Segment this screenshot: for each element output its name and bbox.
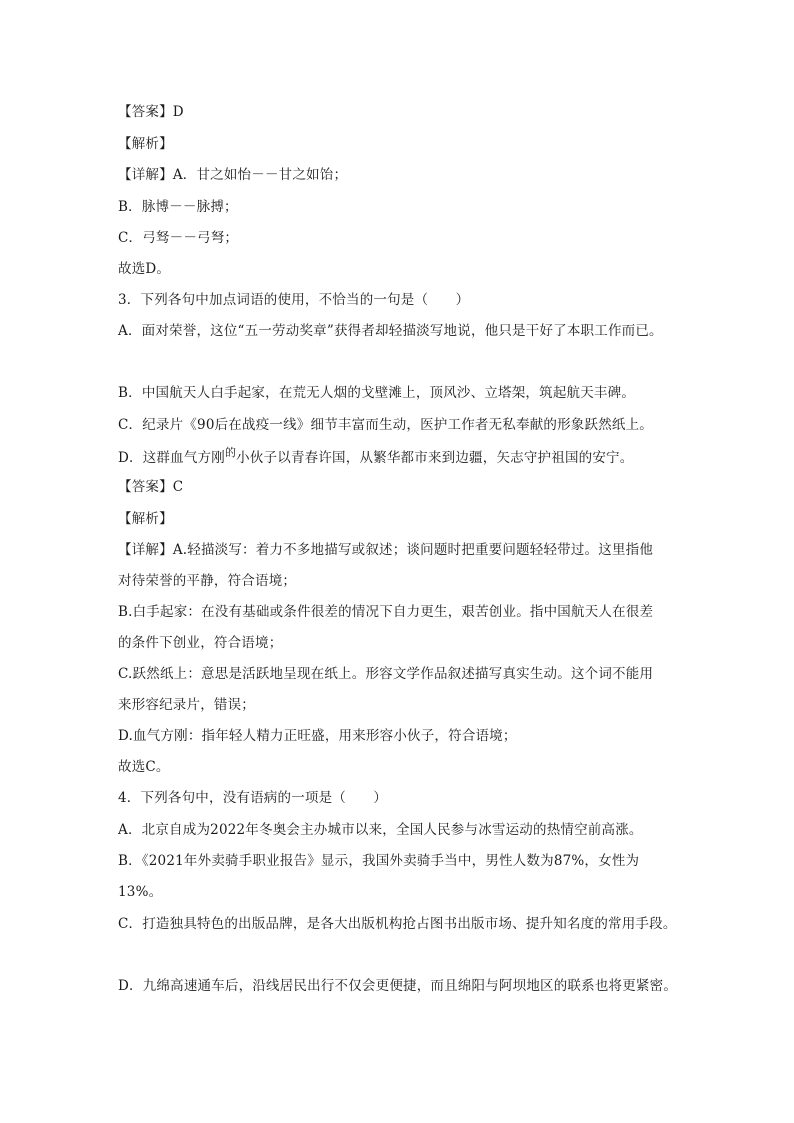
q3-option-d-after: 小伙子以青春许国，从繁华都市来到边疆，矢志守护祖国的安宁。: [236, 450, 634, 466]
q3-option-d-before: D．这群血气方刚: [118, 450, 225, 466]
q3-detail-a-text: A.轻描淡写：着力不多地描写或叙述；谈问题时把重要问题轻轻带过。这里指他: [172, 542, 654, 558]
q4-option-b-line1: B．《2021年外卖骑手职业报告》显示，我国外卖骑手当中，男性人数为87%，女性为: [118, 853, 640, 869]
q4-option-c: C．打造独具特色的出版品牌，是各大出版机构抢占图书出版市场、提升知名度的常用手段。: [118, 916, 677, 932]
q3-option-d: [118, 446, 634, 468]
q2-detail-c: C．弓驽－－弓弩；: [118, 230, 239, 246]
q2-detail-a: [118, 166, 347, 184]
q2-detail-a-text: A．甘之如怡－－甘之如饴；: [172, 167, 348, 183]
q3-option-a: A．面对荣誉，这位“五一劳动奖章”获得者却轻描淡写地说，他只是干好了本职工作而已。: [118, 323, 663, 339]
q2-conclusion: 故选D。: [118, 261, 171, 277]
q3-stem: 3．下列各句中加点词语的使用，不恰当的一句是（ ）: [118, 292, 470, 308]
q3-detail-label: 【详解】: [118, 542, 173, 558]
q3-conclusion: 故选C。: [118, 759, 170, 775]
q4-option-a: A．北京自成为2022年冬奥会主办城市以来，全国人民参与冰雪运动的热情空前高涨。: [118, 822, 643, 838]
q2-detail-b: B．脉博－－脉搏；: [118, 199, 238, 215]
q3-option-c: C．纪录片《90后在战疫一线》细节丰富而生动，医护工作者无私奉献的形象跃然纸上。: [118, 417, 654, 433]
q4-option-b-line2: 13%。: [118, 884, 163, 900]
q3-detail-b-line1: B.白手起家：在没有基础或条件很差的情况下自力更生，艰苦创业。指中国航天人在很差: [118, 604, 654, 620]
q3-analysis-heading: 【解析】: [118, 511, 173, 527]
q3-detail-a-line2: 对待荣誉的平静，符合语境；: [118, 573, 297, 589]
q3-option-d-particle: 的: [224, 446, 237, 459]
q3-detail-c-line1: C.跃然纸上：意思是活跃地呈现在纸上。形容文学作品叙述描写真实生动。这个词不能用: [118, 666, 654, 682]
q2-detail-label: 【详解】: [118, 167, 173, 183]
q4-option-d: D．九绵高速通车后，沿线居民出行不仅会更便捷，而且绵阳与阿坝地区的联系也将更紧密。: [118, 978, 678, 994]
q2-answer: 【答案】D: [118, 104, 184, 120]
q3-detail-d: D.血气方刚：指年轻人精力正旺盛，用来形容小伙子，符合语境；: [118, 728, 517, 744]
q3-option-b: B．中国航天人白手起家，在荒无人烟的戈壁滩上，顶风沙、立塔架，筑起航天丰碑。: [118, 385, 636, 401]
q4-stem: 4．下列各句中，没有语病的一项是（ ）: [118, 790, 388, 806]
q2-analysis-heading: 【解析】: [118, 136, 173, 152]
q3-answer: 【答案】C: [118, 479, 184, 495]
q3-detail-c-line2: 来形容纪录片，错误；: [118, 697, 255, 713]
q3-detail-b-line2: 的条件下创业，符合语境；: [118, 635, 283, 651]
q3-detail-a-line1: [118, 541, 653, 559]
